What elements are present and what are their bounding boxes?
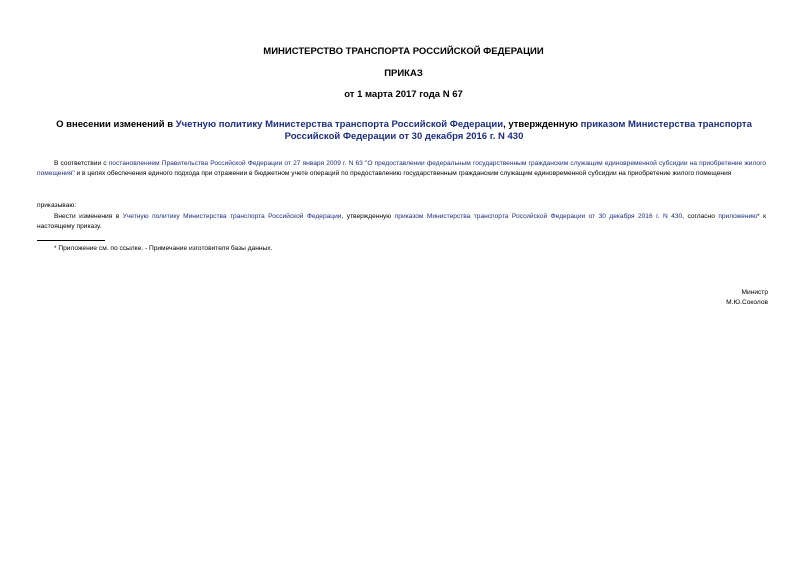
document-title [44, 119, 764, 143]
footnote-text: * Приложение см. по ссылке. - Примечание изготовителя базы данных. [54, 245, 273, 252]
order-word: приказываю: [37, 202, 77, 209]
document-date-number: от 1 марта 2017 года N 67 [344, 89, 463, 100]
body-text-2: , утвержденную [341, 213, 395, 220]
body-text-4: * к настоящему приказу. [37, 213, 767, 230]
body-text-3: , согласно [682, 213, 719, 220]
ministry-heading: МИНИСТЕРСТВО ТРАНСПОРТА РОССИЙСКОЙ ФЕДЕРАЦИИ [263, 46, 544, 57]
preamble-link-resolution-63[interactable]: постановлением Правительства Российской Федерации от 27 января 2009 г. N 63 "О предоставлении федеральным государственным гражданским служащим единовременной субсидии на приобретение жилого помещения" [37, 160, 766, 177]
footnote-divider [37, 240, 105, 241]
preamble-text-2: и в целях обеспечения единого подхода при отражении в бюджетном учете операций по предоставлению государственным гражданским служащим единовременной субсидии на приобретение жилого помещения [74, 170, 732, 177]
body-link-appendix[interactable]: приложению [718, 213, 758, 220]
preamble-text-1: В соответствии с [54, 160, 109, 167]
preamble-paragraph [37, 159, 766, 179]
signature-role: Министр [741, 289, 768, 296]
title-link-accounting-policy[interactable]: Учетную политику Министерства транспорта Российской Федерации [175, 119, 504, 130]
document-type-heading: ПРИКАЗ [384, 68, 423, 79]
title-text-1: О внесении изменений в [56, 119, 176, 130]
body-text-1: Внести изменения в [54, 213, 123, 220]
signature-name: М.Ю.Соколов [726, 299, 768, 306]
body-link-accounting-policy[interactable]: Учетную политику Министерства транспорта Российской Федерации [122, 213, 342, 220]
title-text-2: , утвержденную [503, 119, 581, 130]
body-link-order-430[interactable]: приказом Министерства транспорта Российской Федерации от 30 декабря 2016 г. N 430 [394, 213, 683, 220]
title-link-order-430[interactable]: приказом Министерства транспорта Российской Федерации от 30 декабря 2016 г. N 430 [284, 119, 752, 142]
body-paragraph [37, 212, 766, 232]
